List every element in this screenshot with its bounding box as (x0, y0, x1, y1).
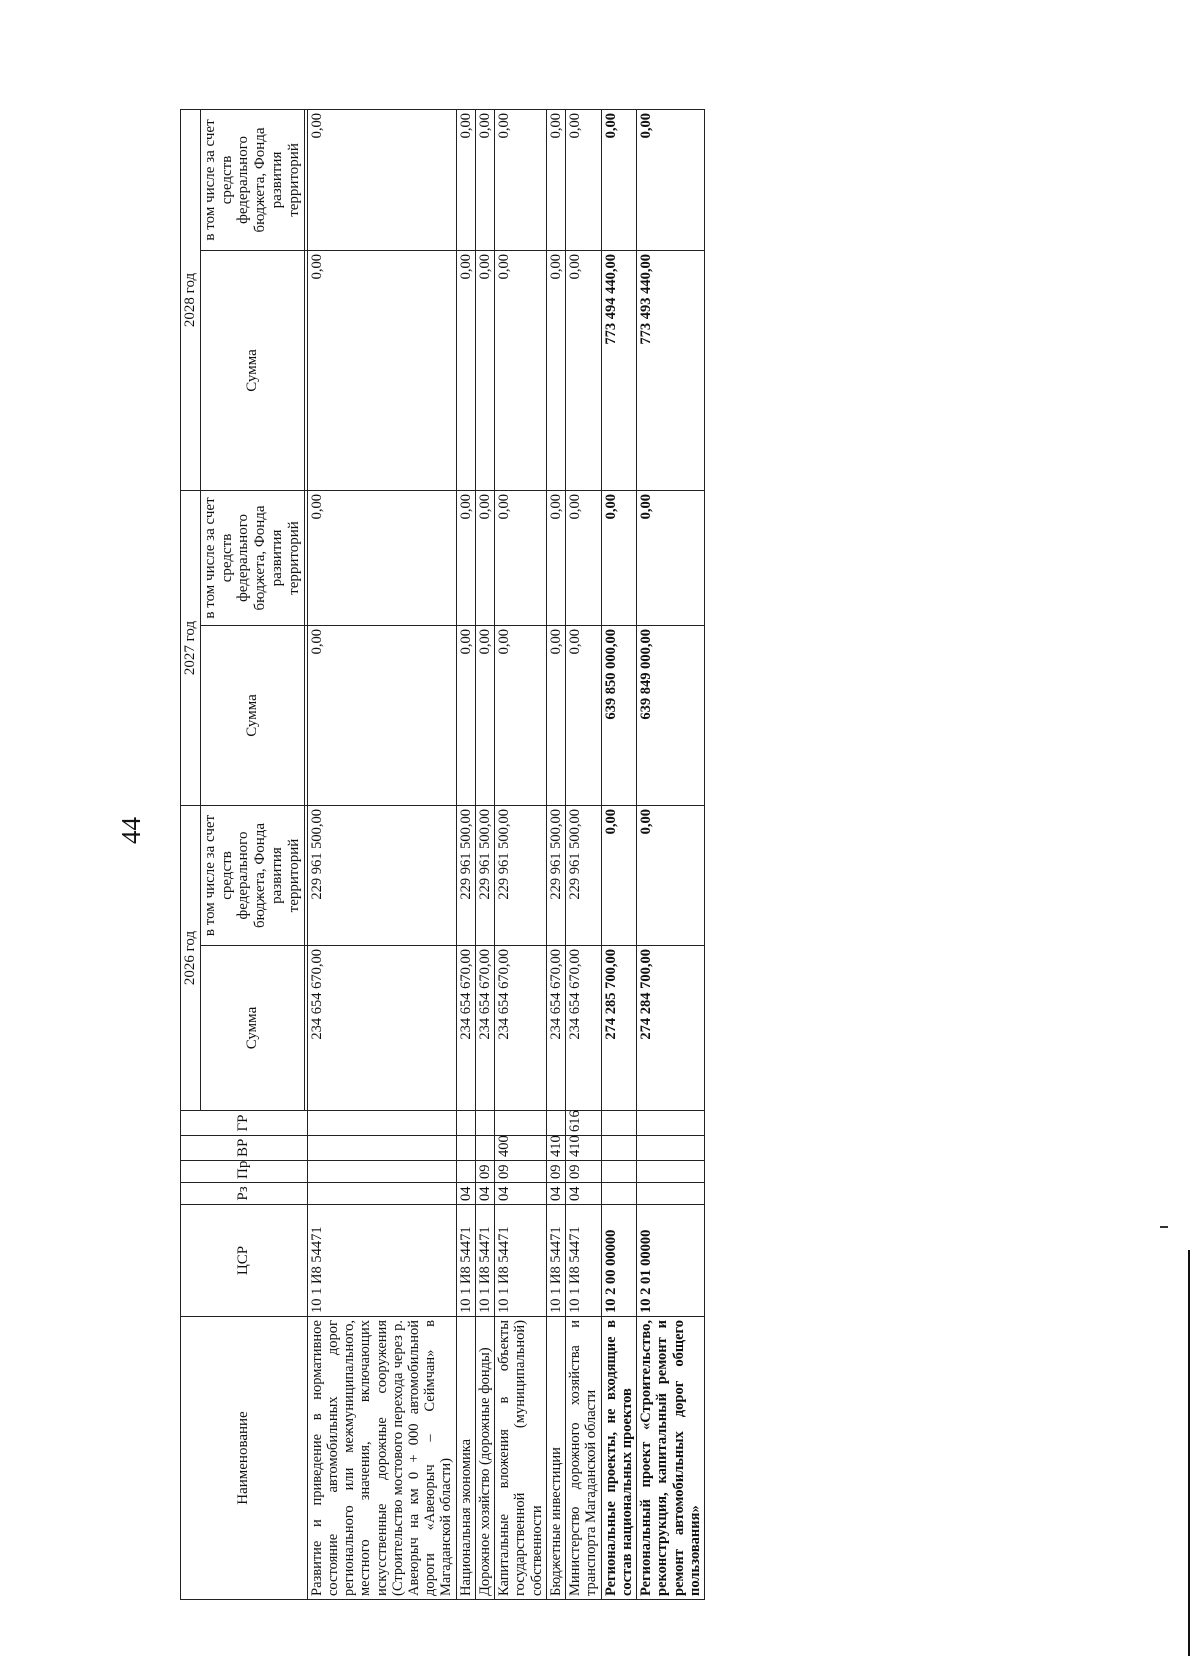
cell-name: Региональные проекты, не входящие в состав национальных проектов (601, 1317, 636, 1600)
header-sum-2028: Сумма (200, 250, 304, 490)
header-rz: Рз (181, 1183, 308, 1205)
cell-s2027: 0,00 (566, 625, 601, 805)
cell-vr: 410 (566, 1136, 601, 1161)
table-row (546, 109, 565, 1599)
binding-rule (1188, 1250, 1190, 1656)
cell-f2026: 229 961 500,00 (495, 805, 547, 945)
table-body (307, 109, 704, 1599)
cell-gr (307, 1111, 456, 1136)
cell-gr (637, 1111, 705, 1136)
header-incl-2027: в том числе за счет средств федерального бюджета, Фонда развития территорий (200, 490, 304, 625)
cell-csr: 10 1 И8 54471 (456, 1205, 475, 1317)
cell-f2026: 229 961 500,00 (456, 805, 475, 945)
margin-tick (1160, 1226, 1168, 1228)
cell-s2026: 234 654 670,00 (307, 946, 456, 1111)
cell-s2026: 234 654 670,00 (475, 946, 494, 1111)
cell-vr (456, 1136, 475, 1161)
cell-s2028: 0,00 (566, 250, 601, 490)
page-number: 44 (116, 817, 146, 844)
cell-gr (546, 1111, 565, 1136)
cell-s2027: 0,00 (456, 625, 475, 805)
table-row (307, 109, 456, 1599)
cell-s2026: 234 654 670,00 (546, 946, 565, 1111)
cell-name: Дорожное хозяйство (дорожные фонды) (475, 1317, 494, 1600)
cell-f2027: 0,00 (637, 490, 705, 625)
cell-pr: 09 (475, 1161, 494, 1183)
table-row (475, 109, 494, 1599)
cell-s2027: 639 850 000,00 (601, 625, 636, 805)
cell-vr: 410 (546, 1136, 565, 1161)
cell-name: Бюджетные инвестиции (546, 1317, 565, 1600)
cell-f2026: 229 961 500,00 (546, 805, 565, 945)
cell-name: Национальная экономика (456, 1317, 475, 1600)
cell-pr: 09 (495, 1161, 547, 1183)
header-gr: ГР (181, 1111, 308, 1136)
cell-vr (475, 1136, 494, 1161)
cell-f2027: 0,00 (456, 490, 475, 625)
cell-pr (601, 1161, 636, 1183)
header-pr: Пр (181, 1161, 308, 1183)
cell-s2026: 274 284 700,00 (637, 946, 705, 1111)
cell-s2027: 639 849 000,00 (637, 625, 705, 805)
cell-rz (601, 1183, 636, 1205)
cell-f2028: 0,00 (456, 109, 475, 250)
cell-pr: 09 (546, 1161, 565, 1183)
header-sum-2027: Сумма (200, 625, 304, 805)
cell-rz: 04 (495, 1183, 547, 1205)
header-vr: ВР (181, 1136, 308, 1161)
cell-gr (601, 1111, 636, 1136)
cell-name: Министерство дорожного хозяйства и транспорта Магаданской области (566, 1317, 601, 1600)
header-year-2027: 2027 год (181, 490, 201, 805)
cell-s2028: 0,00 (456, 250, 475, 490)
cell-name: Капитальные вложения в объекты государственной (муниципальной) собственности (495, 1317, 547, 1600)
cell-s2028: 0,00 (495, 250, 547, 490)
header-incl-2028: в том числе за счет средств федерального бюджета, Фонда развития территорий (200, 109, 304, 250)
rotated-table-wrapper (180, 110, 1060, 1600)
header-incl-2026: в том числе за счет средств федерального бюджета, Фонда развития территорий (200, 805, 304, 945)
header-csr: ЦСР (181, 1205, 308, 1317)
header-row-years (181, 109, 201, 1599)
header-year-2026: 2026 год (181, 805, 201, 1110)
table-row (456, 109, 475, 1599)
cell-csr: 10 1 И8 54471 (307, 1205, 456, 1317)
cell-pr: 09 (566, 1161, 601, 1183)
cell-vr (307, 1136, 456, 1161)
cell-csr: 10 2 00 00000 (601, 1205, 636, 1317)
table-row (495, 109, 547, 1599)
cell-f2027: 0,00 (546, 490, 565, 625)
cell-s2026: 234 654 670,00 (456, 946, 475, 1111)
cell-rz: 04 (475, 1183, 494, 1205)
cell-gr (475, 1111, 494, 1136)
cell-f2027: 0,00 (495, 490, 547, 625)
cell-s2026: 234 654 670,00 (495, 946, 547, 1111)
budget-table (180, 109, 705, 1600)
cell-s2028: 773 494 440,00 (601, 250, 636, 490)
cell-f2027: 0,00 (601, 490, 636, 625)
cell-rz: 04 (456, 1183, 475, 1205)
cell-rz: 04 (546, 1183, 565, 1205)
cell-f2026: 229 961 500,00 (307, 805, 456, 945)
cell-f2026: 0,00 (637, 805, 705, 945)
cell-gr (456, 1111, 475, 1136)
cell-f2028: 0,00 (601, 109, 636, 250)
cell-csr: 10 1 И8 54471 (566, 1205, 601, 1317)
cell-f2027: 0,00 (566, 490, 601, 625)
cell-f2028: 0,00 (307, 109, 456, 250)
cell-f2026: 229 961 500,00 (475, 805, 494, 945)
cell-s2028: 0,00 (546, 250, 565, 490)
cell-f2027: 0,00 (307, 490, 456, 625)
cell-f2028: 0,00 (495, 109, 547, 250)
cell-s2026: 234 654 670,00 (566, 946, 601, 1111)
table-row (601, 109, 636, 1599)
cell-s2028: 773 493 440,00 (637, 250, 705, 490)
cell-name: Региональный проект «Строительство, реконструкция, капитальный ремонт и ремонт автомобильных дорог общего пользования» (637, 1317, 705, 1600)
cell-s2028: 0,00 (475, 250, 494, 490)
cell-s2027: 0,00 (546, 625, 565, 805)
cell-f2028: 0,00 (546, 109, 565, 250)
cell-pr (307, 1161, 456, 1183)
cell-s2027: 0,00 (475, 625, 494, 805)
cell-csr: 10 1 И8 54471 (546, 1205, 565, 1317)
cell-vr (637, 1136, 705, 1161)
cell-f2026: 229 961 500,00 (566, 805, 601, 945)
cell-gr (495, 1111, 547, 1136)
cell-vr: 400 (495, 1136, 547, 1161)
cell-f2028: 0,00 (475, 109, 494, 250)
cell-rz: 04 (566, 1183, 601, 1205)
header-year-2028: 2028 год (181, 109, 201, 490)
header-name: Наименование (181, 1317, 308, 1600)
cell-pr (637, 1161, 705, 1183)
cell-gr: 616 (566, 1111, 601, 1136)
cell-f2028: 0,00 (637, 109, 705, 250)
cell-vr (601, 1136, 636, 1161)
cell-pr (456, 1161, 475, 1183)
cell-f2027: 0,00 (475, 490, 494, 625)
cell-rz (637, 1183, 705, 1205)
cell-csr: 10 1 И8 54471 (475, 1205, 494, 1317)
cell-rz (307, 1183, 456, 1205)
cell-f2028: 0,00 (566, 109, 601, 250)
cell-name: Развитие и приведение в нормативное состояние автомобильных дорог регионального или межмуниципального, местного значения, включающих искусственные дорожные сооружения (Строительство мостового перехода через р. Авеюрыч на км 0 + 000 автомобильной дороги «Авеюрыч – Сеймчан» в Магаданской области) (307, 1317, 456, 1600)
cell-csr: 10 2 01 00000 (637, 1205, 705, 1317)
header-sum-2026: Сумма (200, 946, 304, 1111)
table-row (637, 109, 705, 1599)
cell-s2027: 0,00 (495, 625, 547, 805)
cell-f2026: 0,00 (601, 805, 636, 945)
cell-csr: 10 1 И8 54471 (495, 1205, 547, 1317)
cell-s2028: 0,00 (307, 250, 456, 490)
cell-s2026: 274 285 700,00 (601, 946, 636, 1111)
table-row (566, 109, 601, 1599)
cell-s2027: 0,00 (307, 625, 456, 805)
